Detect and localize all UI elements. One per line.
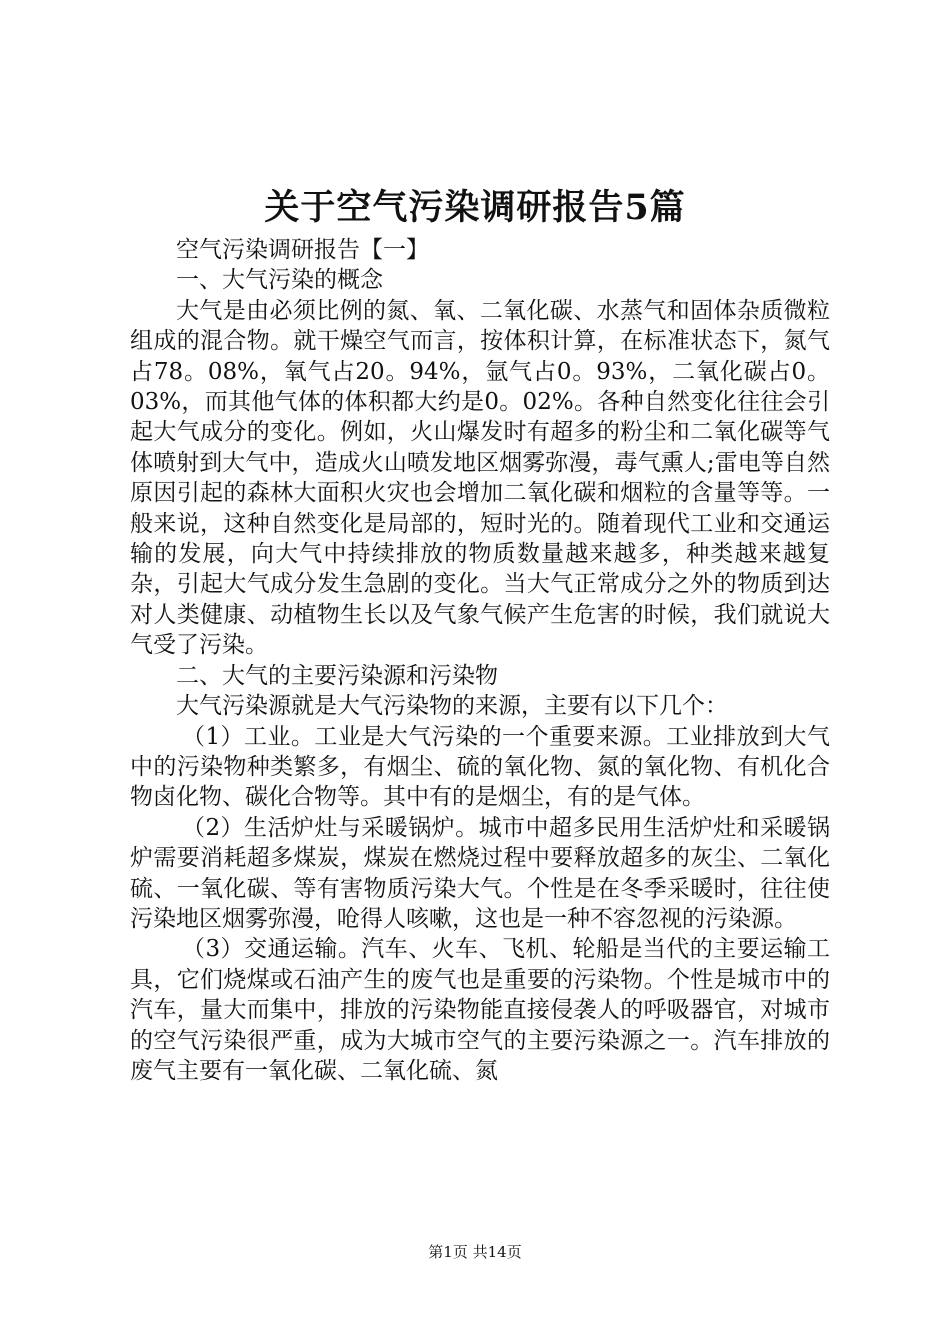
section-heading: 空气污染调研报告【一】	[176, 237, 429, 263]
body-paragraph: （3）交通运输。汽车、火车、飞机、轮船是当代的主要运输工具，它们烧煤或石油产生的废气也是重要的污染物。个性是城市中的汽车，量大而集中，排放的污染物能直接侵袭人的呼吸器官，对城市的空气污染很严重，成为大城市空气的主要污染源之一。汽车排放的废气主要有一氧化碳、二氧化硫、氮	[130, 936, 830, 1084]
page-footer: 第1页 共14页	[428, 1243, 522, 1261]
body-paragraph: 大气污染源就是大气污染物的来源，主要有以下几个：	[176, 693, 728, 720]
subsection-heading: 一、大气污染的概念	[176, 267, 383, 294]
body-paragraph: 大气是由必须比例的氮、氧、二氧化碳、水蒸气和固体杂质微粒组成的混合物。就干燥空气而言，按体积计算，在标准状态下，氮气占78。08%，氧气占20。94%，氩气占0。93%，二氧化碳占0。03%，而其他气体的体积都大约是0。02%。各种自然变化往往会引起大气成分的变化。例如，火山爆发时有超多的粉尘和二氧化碳等气体喷射到大气中，造成火山喷发地区烟雾弥漫，毒气熏人;雷电等自然原因引起的森林大面积火灾也会增加二氧化碳和烟粒的含量等等。一般来说，这种自然变化是局部的，短时光的。随着现代工业和交通运输的发展，向大气中持续排放的物质数量越来越多，种类越来越复杂，引起大气成分发生急剧的变化。当大气正常成分之外的物质到达对人类健康、动植物生长以及气象气候产生危害的时候，我们就说大气受了污染。	[130, 297, 830, 659]
body-paragraph: （1）工业。工业是大气污染的一个重要来源。工业排放到大气中的污染物种类繁多，有烟尘、硫的氧化物、氮的氧化物、有机化合物卤化物、碳化合物等。其中有的是烟尘，有的是气体。	[130, 723, 830, 811]
document-title: 关于空气污染调研报告5篇	[264, 187, 686, 228]
document-body	[130, 235, 830, 1086]
body-paragraph: （2）生活炉灶与采暖锅炉。城市中超多民用生活炉灶和采暖锅炉需要消耗超多煤炭，煤炭在燃烧过程中要释放超多的灰尘、二氧化硫、一氧化碳、等有害物质污染大气。个性是在冬季采暖时，往往使污染地区烟雾弥漫，呛得人咳嗽，这也是一种不容忽视的污染源。	[130, 814, 830, 932]
subsection-heading: 二、大气的主要污染源和污染物	[176, 662, 498, 689]
